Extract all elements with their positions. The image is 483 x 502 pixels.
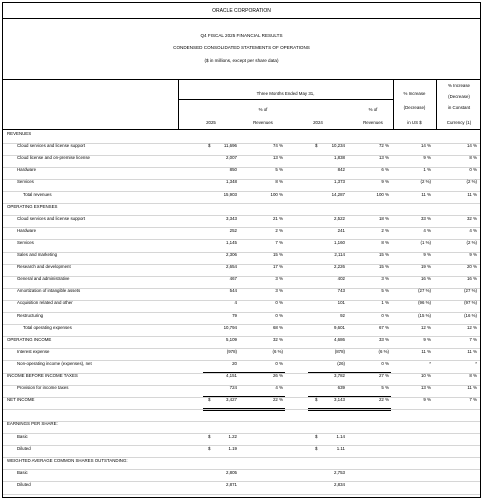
row-separator bbox=[3, 409, 480, 410]
value-2024: 842 bbox=[337, 167, 345, 173]
report-title: Q4 FISCAL 2025 FINANCIAL RESULTS bbox=[200, 33, 283, 38]
pct-of-revenue-2024: 33 % bbox=[378, 336, 389, 342]
pct-change-usd: 9 % bbox=[423, 397, 431, 403]
row-label: Sales and marketing bbox=[17, 252, 58, 257]
value-2024: 402 bbox=[337, 276, 345, 282]
pct-change-usd: 9 % bbox=[423, 155, 431, 161]
pct-change-constant-currency: 12 % bbox=[466, 324, 477, 330]
pct-of-revenue-2025: 100 % bbox=[270, 191, 283, 197]
pct-change-constant-currency: 11 % bbox=[467, 348, 477, 354]
decrease-cc-header: (Decrease) bbox=[448, 94, 470, 99]
double-rule-2024 bbox=[308, 410, 391, 411]
value-2025: (978) bbox=[226, 348, 237, 354]
value-2025: 4 bbox=[234, 300, 237, 306]
value-2025: 20 bbox=[232, 360, 237, 366]
pct-change-constant-currency: 32 % bbox=[466, 215, 477, 221]
row-label: Total operating expenses bbox=[23, 324, 72, 330]
pct-change-constant-currency: 20 % bbox=[466, 264, 477, 270]
pct-change-usd: 1 % bbox=[423, 167, 431, 173]
section-heading: REVENUES bbox=[7, 131, 32, 136]
row-label: Basic bbox=[17, 469, 28, 475]
pct-change-constant-currency: 8 % bbox=[469, 373, 477, 378]
row-separator bbox=[3, 203, 480, 204]
pct-of-revenue-2024: (6 %) bbox=[378, 348, 389, 354]
row-label: General and administrative bbox=[17, 276, 70, 282]
pct-change-usd: (1 %) bbox=[420, 239, 431, 245]
value-2024: 2,114 bbox=[334, 252, 345, 257]
pct-change-usd: 11 % bbox=[421, 191, 431, 197]
value-2025: 724 bbox=[229, 385, 237, 391]
financial-statement-page bbox=[2, 2, 481, 498]
pct-of-revenue-2025: 5 % bbox=[275, 167, 283, 173]
year-2024-header: 2024 bbox=[313, 120, 323, 125]
value-2024: 241 bbox=[337, 227, 345, 233]
pct-of-header-2024: % of bbox=[368, 107, 378, 112]
pct-of-revenue-2025: (6 %) bbox=[272, 348, 283, 354]
period-header: Three Months Ended May 31, bbox=[256, 91, 315, 96]
value-2025: 2,007 bbox=[226, 155, 237, 161]
pct-change-constant-currency: 9 % bbox=[469, 252, 477, 257]
pct-of-revenue-2025: 13 % bbox=[272, 155, 283, 161]
row-label: Services bbox=[17, 239, 34, 245]
pct-of-revenue-2024: 100 % bbox=[376, 191, 389, 197]
value-2025: 3,427 bbox=[226, 397, 237, 403]
value-2025: 11,696 bbox=[223, 143, 237, 149]
row-label: Cloud services and license support bbox=[17, 143, 86, 149]
row-label: Cloud services and license support bbox=[17, 215, 86, 221]
pct-of-revenue-2024: 8 % bbox=[381, 239, 389, 245]
row-separator bbox=[3, 445, 480, 446]
pct-of-revenue-2024: 18 % bbox=[378, 215, 389, 221]
currency-symbol-2024: $ bbox=[315, 445, 318, 451]
pct-change-usd: 12 % bbox=[420, 324, 431, 330]
value-2024: 3,782 bbox=[334, 373, 345, 378]
pct-of-revenue-2025: 0 % bbox=[275, 360, 283, 366]
pct-change-usd: (15 %) bbox=[418, 312, 431, 318]
row-label: Diluted bbox=[17, 481, 31, 487]
value-2024: 2,522 bbox=[334, 215, 345, 221]
value-2025: 1.22 bbox=[228, 433, 237, 439]
value-2024: 3,143 bbox=[334, 397, 345, 403]
value-2024: (26) bbox=[337, 360, 345, 366]
row-separator bbox=[3, 494, 480, 495]
pct-of-revenue-2024: 0 % bbox=[381, 312, 389, 318]
currency-symbol-2025: $ bbox=[208, 143, 211, 149]
pct-change-constant-currency: 11 % bbox=[467, 191, 477, 197]
pct-of-revenue-2024: 2 % bbox=[381, 227, 389, 233]
pct-change-usd: 33 % bbox=[420, 215, 431, 221]
pct-of-revenue-2024: 72 % bbox=[378, 143, 389, 149]
row-label: Services bbox=[17, 179, 34, 185]
section-heading: WEIGHTED AVERAGE COMMON SHARES OUTSTANDING: bbox=[7, 457, 128, 463]
column-divider bbox=[178, 79, 179, 129]
period-underline bbox=[178, 99, 393, 100]
row-separator bbox=[3, 481, 480, 482]
pct-increase-header: % Increase bbox=[403, 91, 426, 96]
pct-change-constant-currency: 11 % bbox=[467, 385, 477, 391]
value-2024: 1,373 bbox=[334, 179, 345, 185]
row-separator bbox=[3, 469, 480, 470]
pct-change-constant-currency: 7 % bbox=[469, 397, 477, 403]
year-2025-header: 2025 bbox=[206, 120, 216, 125]
pct-change-constant-currency: 7 % bbox=[469, 336, 477, 342]
row-label: Research and development bbox=[17, 264, 71, 270]
pct-of-header-2025: % of bbox=[258, 107, 268, 112]
value-2025: 1,145 bbox=[226, 239, 237, 245]
currency-symbol-2025: $ bbox=[208, 397, 211, 403]
value-2024: 1.11 bbox=[336, 445, 345, 451]
pct-of-revenue-2025: 74 % bbox=[272, 143, 283, 149]
constant-currency-header: in Constant bbox=[447, 105, 471, 110]
value-2024: 2,226 bbox=[334, 264, 345, 270]
pct-of-revenue-2025: 2 % bbox=[275, 227, 283, 233]
row-separator bbox=[3, 421, 480, 422]
row-label: Total revenues bbox=[23, 191, 52, 197]
row-label: OPERATING INCOME bbox=[7, 336, 52, 342]
value-2024: 639 bbox=[337, 385, 345, 391]
double-rule-2025 bbox=[203, 410, 285, 411]
pct-of-revenue-2024: 27 % bbox=[378, 373, 389, 378]
value-2024: 4,686 bbox=[334, 336, 345, 342]
pct-of-revenue-2024: 6 % bbox=[381, 167, 389, 173]
pct-of-revenue-2024: 13 % bbox=[378, 155, 389, 161]
value-2024: (878) bbox=[334, 348, 345, 354]
pct-change-constant-currency: 16 % bbox=[466, 276, 477, 282]
pct-change-usd: * bbox=[429, 360, 431, 366]
value-2025: 467 bbox=[229, 276, 237, 282]
value-2024: 1,838 bbox=[334, 155, 345, 161]
value-2024: 743 bbox=[337, 288, 345, 294]
currency-symbol-2024: $ bbox=[315, 433, 318, 439]
pct-of-revenue-2024: 67 % bbox=[378, 324, 389, 330]
pct-of-revenue-2024: 15 % bbox=[378, 264, 389, 270]
pct-change-usd: 14 % bbox=[420, 143, 431, 149]
pct-change-constant-currency: (2 %) bbox=[466, 179, 477, 185]
row-label: INCOME BEFORE INCOME TAXES bbox=[7, 373, 78, 378]
value-2024: 1,160 bbox=[334, 239, 345, 245]
pct-of-revenue-2024: 5 % bbox=[381, 385, 389, 391]
pct-of-revenue-2025: 0 % bbox=[275, 312, 283, 318]
value-2024: 10,234 bbox=[331, 143, 345, 149]
pct-of-revenue-2025: 3 % bbox=[275, 288, 283, 294]
pct-change-constant-currency: 0 % bbox=[469, 167, 477, 173]
row-label: Restructuring bbox=[17, 312, 44, 318]
pct-increase-cc-header: % Increase bbox=[448, 83, 470, 88]
pct-of-revenue-2024: 3 % bbox=[381, 276, 389, 282]
value-2024: 1.14 bbox=[336, 433, 345, 439]
pct-of-revenue-2025: 15 % bbox=[272, 252, 283, 257]
pct-of-revenue-2024: 5 % bbox=[381, 288, 389, 294]
company-name: ORACLE CORPORATION bbox=[212, 8, 271, 14]
pct-change-usd: 11 % bbox=[421, 348, 431, 354]
value-2025: 2,805 bbox=[226, 469, 237, 475]
pct-change-usd: 16 % bbox=[420, 276, 431, 282]
pct-change-constant-currency: 8 % bbox=[469, 155, 477, 161]
pct-change-usd: 19 % bbox=[420, 264, 431, 270]
pct-change-constant-currency: 4 % bbox=[469, 227, 477, 233]
pct-of-revenue-2025: 4 % bbox=[275, 385, 283, 391]
pct-of-revenue-2024: 22 % bbox=[378, 397, 389, 403]
pct-of-revenue-2025: 26 % bbox=[272, 373, 283, 378]
pct-change-usd: (96 %) bbox=[418, 300, 431, 306]
header-divider bbox=[3, 18, 480, 19]
value-2025: 2,871 bbox=[226, 481, 237, 487]
currency-note-header: Currency (1) bbox=[446, 120, 472, 125]
value-2024: 2,834 bbox=[334, 481, 345, 487]
value-2024: 92 bbox=[340, 312, 345, 318]
value-2025: 3,343 bbox=[226, 215, 237, 221]
row-label: Acquisition related and other bbox=[17, 300, 73, 306]
value-2025: 544 bbox=[229, 288, 237, 294]
value-2024: 2,753 bbox=[334, 469, 345, 475]
currency-symbol-2024: $ bbox=[315, 143, 318, 149]
row-label: Basic bbox=[17, 433, 28, 439]
pct-of-revenue-2025: 32 % bbox=[272, 336, 283, 342]
pct-of-revenue-2024: 15 % bbox=[378, 252, 389, 257]
value-2025: 15,903 bbox=[223, 191, 237, 197]
value-2025: 850 bbox=[229, 167, 237, 173]
pct-of-revenue-2024: 0 % bbox=[381, 360, 389, 366]
currency-symbol-2024: $ bbox=[315, 397, 318, 403]
row-label: Diluted bbox=[17, 445, 31, 451]
pct-change-constant-currency: (97 %) bbox=[464, 300, 477, 306]
in-usd-header: in US $ bbox=[407, 120, 422, 125]
title-divider bbox=[3, 79, 480, 80]
value-2024: 14,287 bbox=[331, 191, 345, 197]
pct-change-constant-currency: * bbox=[475, 360, 477, 366]
pct-of-revenue-2025: 3 % bbox=[275, 276, 283, 282]
pct-change-usd: 4 % bbox=[423, 227, 431, 233]
value-2025: 252 bbox=[229, 227, 237, 233]
pct-change-usd: 10 % bbox=[420, 373, 431, 378]
pct-of-revenue-2024: 9 % bbox=[381, 179, 389, 185]
value-2025: 5,109 bbox=[226, 336, 237, 342]
row-separator bbox=[3, 433, 480, 434]
currency-symbol-2025: $ bbox=[208, 445, 211, 451]
pct-of-revenue-2025: 17 % bbox=[272, 264, 283, 270]
row-label: Hardware bbox=[17, 227, 37, 233]
pct-change-usd: 13 % bbox=[420, 385, 431, 391]
pct-of-revenue-2025: 0 % bbox=[275, 300, 283, 306]
value-2024: 101 bbox=[337, 300, 345, 306]
row-label: Non-operating income (expenses), net bbox=[17, 360, 92, 366]
row-label: Interest expense bbox=[17, 348, 50, 354]
row-label: Amortization of intangible assets bbox=[17, 288, 81, 294]
pct-of-revenue-2024: 1 % bbox=[381, 300, 389, 306]
header-bottom-rule bbox=[3, 129, 480, 130]
row-label: Hardware bbox=[17, 167, 37, 173]
value-2024: 9,601 bbox=[334, 324, 345, 330]
pct-of-revenue-2025: 22 % bbox=[272, 397, 283, 403]
decrease-header: (Decrease) bbox=[403, 105, 426, 110]
pct-change-usd: 9 % bbox=[423, 336, 431, 342]
value-2025: 10,794 bbox=[223, 324, 237, 330]
section-heading: EARNINGS PER SHARE: bbox=[7, 421, 58, 427]
statement-title: CONDENSED CONSOLIDATED STATEMENTS OF OPERATIONS bbox=[173, 45, 310, 50]
pct-change-usd: (27 %) bbox=[418, 288, 431, 294]
revenues-header-2025: Revenues bbox=[253, 120, 273, 125]
section-heading: OPERATING EXPENSES bbox=[7, 203, 58, 209]
row-label: Cloud license and on-premise license bbox=[17, 155, 90, 161]
row-label: Provision for income taxes bbox=[17, 385, 69, 391]
value-2025: 1.19 bbox=[228, 445, 237, 451]
pct-of-revenue-2025: 7 % bbox=[275, 239, 283, 245]
pct-change-usd: (2 %) bbox=[420, 179, 431, 185]
units-note: ($ in millions, except per share data) bbox=[204, 58, 279, 63]
pct-of-revenue-2025: 21 % bbox=[272, 215, 283, 221]
row-label: NET INCOME bbox=[7, 397, 35, 403]
value-2025: 4,151 bbox=[226, 373, 237, 378]
pct-of-revenue-2025: 68 % bbox=[272, 324, 283, 330]
pct-of-revenue-2025: 8 % bbox=[275, 179, 283, 185]
revenues-header-2024: Revenues bbox=[363, 120, 383, 125]
value-2025: 2,654 bbox=[226, 264, 237, 270]
value-2025: 79 bbox=[232, 312, 237, 318]
currency-symbol-2025: $ bbox=[208, 433, 211, 439]
value-2025: 2,306 bbox=[226, 252, 237, 257]
pct-change-constant-currency: (27 %) bbox=[464, 288, 477, 294]
value-2025: 1,348 bbox=[226, 179, 237, 185]
pct-change-constant-currency: 14 % bbox=[466, 143, 477, 149]
pct-change-constant-currency: (16 %) bbox=[464, 312, 477, 318]
pct-change-constant-currency: (2 %) bbox=[466, 239, 477, 245]
pct-change-usd: 9 % bbox=[423, 252, 431, 257]
